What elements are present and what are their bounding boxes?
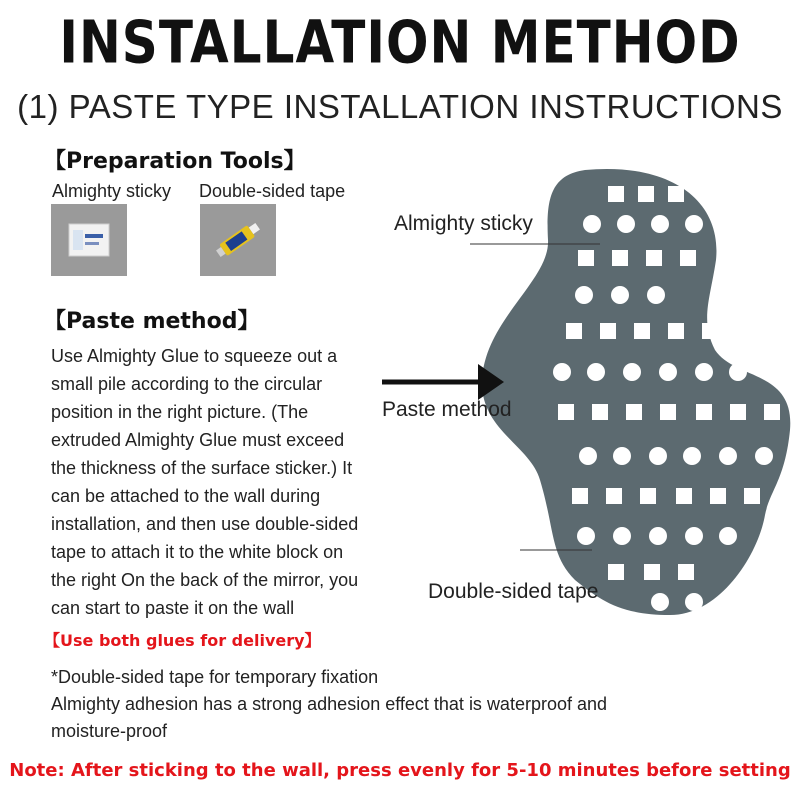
tape-square-marker [676,488,692,504]
tape-square-marker [660,404,676,420]
page-title: INSTALLATION METHOD [59,8,741,77]
tape-square-marker [612,250,628,266]
glue-circle-marker [685,593,703,611]
glue-circle-marker [685,527,703,545]
glue-warning: 【Use both glues for delivery】 [44,631,321,650]
tape-square-marker [668,323,684,339]
glue-circle-marker [587,363,605,381]
glue-circle-marker [719,447,737,465]
tape-square-marker [634,323,650,339]
tape-square-marker [600,323,616,339]
tape-square-marker [558,404,574,420]
tape-square-marker [744,488,760,504]
glue-circle-marker [647,286,665,304]
glue-circle-marker [755,447,773,465]
paste-method-body [51,342,401,622]
tape-square-marker [678,564,694,580]
tape-roll-image [51,204,127,276]
paste-line: the thickness of the surface sticker.) It [51,458,353,478]
glue-tube-icon [200,204,276,276]
glue-circle-marker [683,447,701,465]
glue-circle-marker [577,527,595,545]
tape-square-marker [638,186,654,202]
tape-square-marker [608,564,624,580]
tape-square-marker [696,404,712,420]
preparation-heading: 【Preparation Tools】 [44,149,306,174]
glue-circle-marker [651,593,669,611]
glue-circle-marker [613,527,631,545]
page-subtitle: (1) PASTE TYPE INSTALLATION INSTRUCTIONS [17,88,783,125]
tape-square-marker [646,250,662,266]
diagram-label-paste-method: Paste method [382,398,512,421]
tape-square-marker [578,250,594,266]
glue-circle-marker [659,363,677,381]
note-line-1: *Double-sided tape for temporary fixation [51,667,379,687]
paste-line: position in the right picture. (The [51,402,309,422]
paste-line: can start to paste it on the wall [51,598,295,618]
tape-square-marker [710,488,726,504]
paste-line: extruded Almighty Glue must exceed [51,430,345,450]
glue-circle-marker [729,363,747,381]
tape-square-marker [730,404,746,420]
paste-line: tape to attach it to the white block on [51,542,344,562]
glue-circle-marker [649,447,667,465]
paste-line: small pile according to the circular [51,374,323,394]
glue-circle-marker [617,215,635,233]
tape-square-marker [640,488,656,504]
paste-line: Use Almighty Glue to squeeze out a [51,346,338,366]
diagram-label-almighty-sticky: Almighty sticky [394,212,533,235]
glue-circle-marker [579,447,597,465]
glue-circle-marker [583,215,601,233]
tape-square-marker [608,186,624,202]
tape-square-marker [702,323,718,339]
glue-circle-marker [651,215,669,233]
paste-method-heading: 【Paste method】 [44,309,260,334]
glue-circle-marker [695,363,713,381]
glue-circle-marker [553,363,571,381]
tape-square-marker [572,488,588,504]
glue-circle-marker [685,215,703,233]
glue-circle-marker [613,447,631,465]
tape-square-marker [606,488,622,504]
glue-circle-marker [611,286,629,304]
paste-line: installation, and then use double-sided [51,514,359,534]
tape-square-marker [592,404,608,420]
glue-circle-marker [649,527,667,545]
tape-square-marker [680,250,696,266]
tape-square-marker [644,564,660,580]
glue-circle-marker [719,527,737,545]
glue-tube-image [200,204,276,276]
footer-note: Note: After sticking to the wall, press evenly for 5-10 minutes before setting [9,760,791,781]
diagram-label-double-sided-tape: Double-sided tape [428,580,599,603]
paste-line: the right On the back of the mirror, you [51,570,359,590]
tool-label-almighty-sticky: Almighty sticky [52,181,172,201]
note-line-2: Almighty adhesion has a strong adhesion effect that is waterproof and [51,694,608,714]
tool-label-double-sided-tape: Double-sided tape [199,181,346,201]
tape-square-marker [566,323,582,339]
glue-circle-marker [575,286,593,304]
paste-line: can be attached to the wall during [51,486,321,506]
note-line-3: moisture-proof [51,721,168,741]
tape-square-marker [668,186,684,202]
tape-roll-icon [51,204,127,276]
tape-square-marker [626,404,642,420]
tape-square-marker [764,404,780,420]
glue-circle-marker [623,363,641,381]
